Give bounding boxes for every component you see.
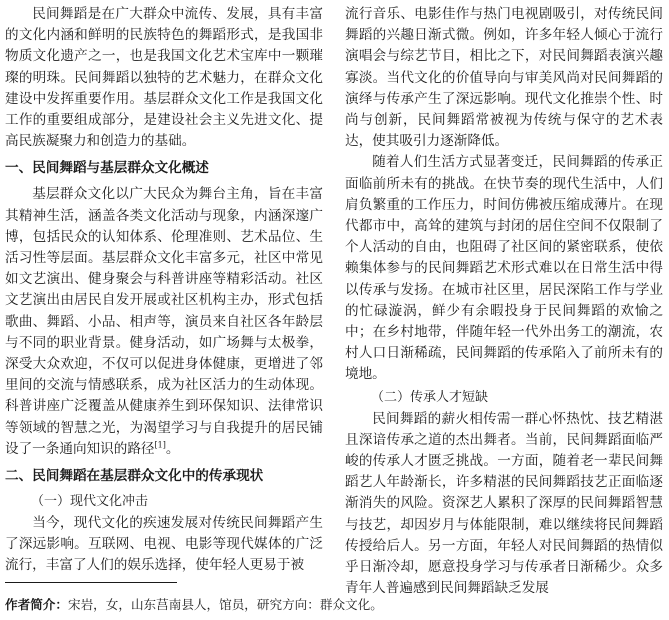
subsection-2-heading: （二）传承人才短缺 bbox=[371, 389, 489, 405]
citation-ref[interactable]: [1] bbox=[154, 440, 166, 450]
section-1-paragraph bbox=[5, 184, 323, 460]
subsection-1-paragraph: 当今，现代文化的疾速发展对传统民间舞蹈产生了深远影响。互联网、电视、电影等现代媒体的广泛流行，丰富了人们的娱乐选择，使年轻人更易于被 bbox=[5, 515, 323, 574]
author-note-text: 宋岩，女，山东莒南县人，馆员，研究方向：群众文化。 bbox=[67, 597, 383, 612]
left-column bbox=[5, 4, 323, 577]
intro-paragraph: 民间舞蹈是在广大群众中流传、发展，具有丰富的文化内涵和鲜明的民族特色的舞蹈形式，是我国非物质文化遗产之一，也是我国文化艺术宝库中一颗璀璨的明珠。民间舞蹈以独特的艺术魅力，在群众文化建设中发挥重要作用。基层群众文化工作是我国文化工作的重要组成部分，是建设社会主义先进文化、提高民族凝聚力和创造力的基础。 bbox=[5, 6, 323, 150]
section-2-heading: 二、民间舞蹈在基层群众文化中的传承现状 bbox=[5, 468, 264, 485]
subsection-1-heading: （一）现代文化冲击 bbox=[31, 494, 149, 510]
continued-paragraph: 流行音乐、电影佳作与热门电视剧吸引，对传统民间舞蹈的兴趣日渐式微。例如，许多年轻人倾心于流行演唱会与综艺节目，相比之下，对民间舞蹈表演兴趣寡淡。当代文化的价值导向与审美风尚对民间舞蹈的演绎与传承产生了深远影响。现代文化推崇个性、时尚与创新，民间舞蹈常被视为传统与保守的艺术表达，使其吸引力逐渐降低。 bbox=[345, 6, 663, 150]
section-1-text: 基层群众文化以广大民众为舞台主角，旨在丰富其精神生活，涵盖各类文化活动与现象，内涵深邃广博，包括民众的认知体系、伦理准则、艺术品位、生活习性等层面。基层群众文化丰富多元，社区中常见如文艺演出、健身聚会与科普讲座等精彩活动。社区文艺演出由居民自发开展或社区机构主办，形式包括歌曲、舞蹈、小品、相声等，演员来自社区各年龄层与不同的职业背景。健身活动，如广场舞与太极拳，深受大众欢迎，不仅可以促进身体健康，更增进了邻里间的交流与情感联系，成为社区活力的生动体现。科普讲座广泛覆盖从健康养生到环保知识、法律常识等领域的智慧之光，为渴望学习与自我提升的居民铺设了一条通向知识的路径 bbox=[5, 186, 323, 457]
section-1-heading: 一、民间舞蹈与基层群众文化概述 bbox=[5, 160, 209, 177]
right-column bbox=[345, 4, 663, 599]
section-1-end: 。 bbox=[165, 440, 180, 457]
footnote-rule bbox=[5, 582, 177, 583]
author-note-label: 作者简介： bbox=[5, 597, 68, 612]
author-footnote bbox=[5, 596, 383, 614]
lifestyle-paragraph: 随着人们生活方式显著变迁，民间舞蹈的传承正面临前所未有的挑战。在快节奏的现代生活中，人们肩负繁重的工作压力，时间仿佛被压缩成薄片。在现代都市中，高耸的建筑与封闭的居住空间不仅限制了个人活动的自由，也阻碍了社区间的紧密联系，使依赖集体参与的民间舞蹈艺术形式难以在日常生活中得以传承与发扬。在城市社区里，居民深陷工作与学业的忙碌漩涡，鲜少有余暇投身于民间舞蹈的欢愉之中；在乡村地带，伴随年轻一代外出务工的潮流，农村人口日渐稀疏，民间舞蹈的传承陷入了前所未有的境地。 bbox=[345, 154, 663, 383]
subsection-2-paragraph: 民间舞蹈的薪火相传需一群心怀热忱、技艺精湛且深谙传承之道的杰出舞者。当前，民间舞蹈面临严峻的传承人才匮乏挑战。一方面，随着老一辈民间舞蹈艺人年龄渐长，许多精湛的民间舞蹈技艺正面临逐渐消失的风险。资深艺人累积了深厚的民间舞蹈智慧与技艺，却因岁月与体能限制，难以继续将民间舞蹈传授给后人。另一方面，年轻人对民间舞蹈的热情似乎日渐冷却，愿意投身学习与传承者日渐稀少。众多青年人普遍感到民间舞蹈缺乏发展 bbox=[345, 410, 663, 597]
